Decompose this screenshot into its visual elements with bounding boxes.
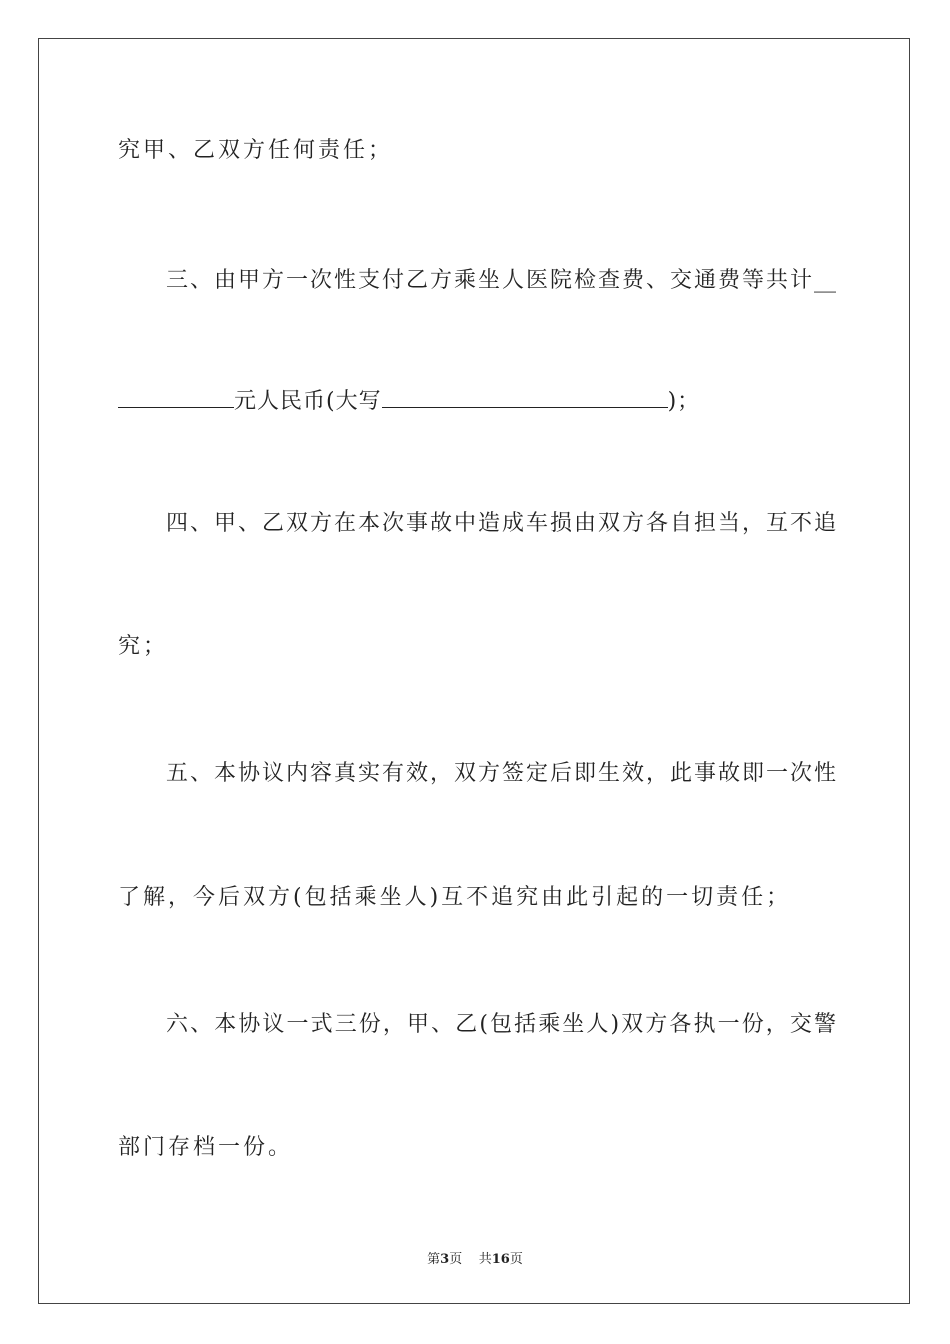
page-border: [38, 38, 910, 1304]
paragraph-2-end: 究甲、乙双方任何责任；: [118, 138, 394, 163]
paragraph-6-line-2: 部门存档一份。: [118, 1135, 294, 1160]
footer-total-suffix: 页: [509, 1252, 523, 1267]
amount-blank: [118, 387, 234, 408]
amount-unit-label: 元人民币(大写: [234, 389, 382, 414]
footer-page-suffix: 页: [449, 1252, 463, 1267]
footer-total-prefix: 共: [478, 1252, 492, 1267]
paragraph-3-line-1: 三、由甲方一次性支付乙方乘坐人医院检查费、交通费等共计__: [166, 268, 836, 293]
paragraph-6-line-1: 六、本协议一式三份，甲、乙(包括乘坐人)双方各执一份，交警: [166, 1012, 836, 1037]
footer-total-pages: 16: [491, 1252, 510, 1267]
paragraph-5-line-2: 了解，今后双方(包括乘坐人)互不追究由此引起的一切责任；: [118, 885, 792, 910]
paragraph-4-line-2: 究；: [118, 634, 169, 659]
paragraph-4-line-1: 四、甲、乙双方在本次事故中造成车损由双方各自担当，互不追: [166, 511, 836, 536]
amount-uppercase-blank: [382, 387, 668, 408]
paragraph-3-line-2: [118, 387, 834, 416]
footer-page-number: 3: [440, 1252, 450, 1267]
amount-close: )；: [667, 389, 701, 414]
footer-page-prefix: 第: [427, 1252, 441, 1267]
page-footer: [0, 1248, 950, 1267]
paragraph-5-line-1: 五、本协议内容真实有效，双方签定后即生效，此事故即一次性: [166, 761, 836, 786]
